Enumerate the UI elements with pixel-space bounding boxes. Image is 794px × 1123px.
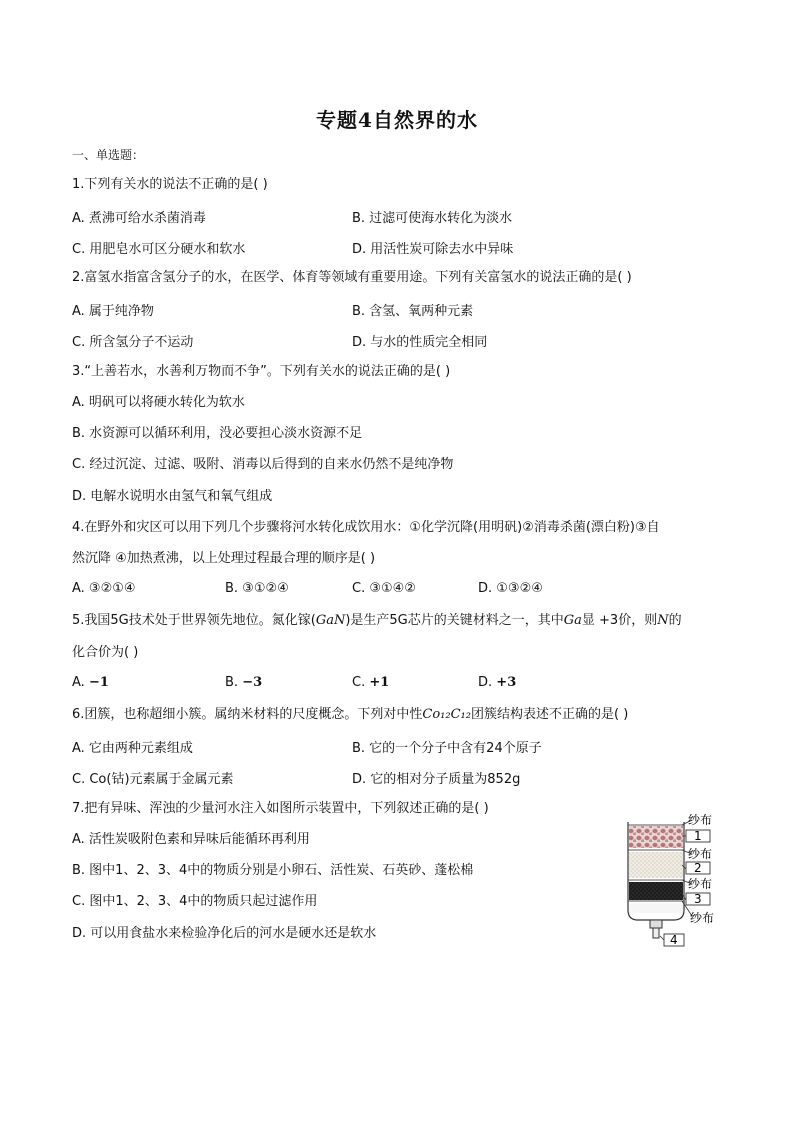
q5-option-b xyxy=(225,675,262,690)
carbon-layer xyxy=(629,882,683,900)
figure-label-2: 2 xyxy=(694,861,702,875)
q5-option-value: −1 xyxy=(88,675,109,690)
question-4-stem-line1: 4.在野外和灾区可以用下列几个步骤将河水转化成饮用水：①化学沉降(用明矾)②消毒杀菌(漂白粉)③自 xyxy=(72,520,660,535)
q6-option-b: B. 它的一个分子中含有24个原子 xyxy=(352,741,542,756)
question-2-stem: 2.富氢水指富含氢分子的水，在医学、体育等领域有重要用途。下列有关富氢水的说法正确的是( ) xyxy=(72,270,632,285)
q6-stem-part: 6.团簇，也称超细小簇。属纳米材料的尺度概念。下列对中性 xyxy=(72,707,423,722)
cotton-layer xyxy=(629,903,683,913)
q5-option-letter: A. xyxy=(72,675,85,690)
q7-option-d: D. 可以用食盐水来检验净化后的河水是硬水还是软水 xyxy=(72,926,377,941)
q2-option-c: C. 所含氢分子不运动 xyxy=(72,335,194,350)
figure-label-1: 1 xyxy=(694,829,702,843)
page-title: 专题4自然界的水 xyxy=(316,108,478,132)
q5-stem-part: )是生产5G芯片的关键材料之一，其中 xyxy=(345,613,564,628)
q6-stem-part: 团簇结构表述不正确的是( ) xyxy=(470,707,629,722)
q3-option-d: D. 电解水说明水由氢气和氧气组成 xyxy=(72,489,273,504)
q1-option-c: C. 用肥皂水可区分硬水和软水 xyxy=(72,242,246,257)
figure-label-gauze: 纱布 xyxy=(690,911,715,925)
figure-label-3: 3 xyxy=(694,892,702,906)
q3-option-c: C. 经过沉淀、过滤、吸附、消毒以后得到的自来水仍然不是纯净物 xyxy=(72,457,454,472)
q2-option-b: B. 含氢、氧两种元素 xyxy=(352,304,474,319)
q3-option-a: A. 明矾可以将硬水转化为软水 xyxy=(72,395,245,410)
q3-option-b: B. 水资源可以循环利用，没必要担心淡水资源不足 xyxy=(72,426,363,441)
question-3-stem: 3.“上善若水，水善利万物而不争”。下列有关水的说法正确的是( ) xyxy=(72,364,451,379)
q5-option-value: +1 xyxy=(369,675,390,690)
q6-option-d: D. 它的相对分子质量为852g xyxy=(352,772,521,787)
q4-option-c: C. ③①④② xyxy=(352,581,416,596)
q5-option-letter: B. xyxy=(225,675,239,690)
q6-option-c: C. Co(钴)元素属于金属元素 xyxy=(72,772,234,787)
q5-option-value: −3 xyxy=(242,675,263,690)
q7-option-c: C. 图中1、2、3、4中的物质只起过滤作用 xyxy=(72,894,318,909)
q1-option-b: B. 过滤可使海水转化为淡水 xyxy=(352,211,513,226)
q5-symbol-n: N xyxy=(657,613,669,628)
q5-option-value: +3 xyxy=(496,675,517,690)
question-4-stem-line2: 然沉降 ④加热煮沸，以上处理过程最合理的顺序是( ) xyxy=(72,551,376,566)
water-filter-figure xyxy=(620,800,730,950)
q5-stem-part: 显 +3价，则 xyxy=(581,613,658,628)
q2-option-d: D. 与水的性质完全相同 xyxy=(352,335,488,350)
figure-label-gauze: 纱布 xyxy=(688,813,713,827)
question-7-stem: 7.把有异味、浑浊的少量河水注入如图所示装置中，下列叙述正确的是( ) xyxy=(72,801,489,816)
question-1-stem: 1.下列有关水的说法不正确的是( ) xyxy=(72,177,268,192)
q5-option-letter: C. xyxy=(352,675,366,690)
q5-symbol-ga: Ga xyxy=(563,613,582,628)
figure-label-4: 4 xyxy=(670,933,678,947)
pebble-layer xyxy=(629,826,683,848)
sand-layer xyxy=(629,852,683,878)
q1-option-a: A. 煮沸可给水杀菌消毒 xyxy=(72,211,206,226)
q4-option-a: A. ③②①④ xyxy=(72,581,136,596)
question-5-stem-line2: 化合价为( ) xyxy=(72,645,139,660)
q6-option-a: A. 它由两种元素组成 xyxy=(72,741,193,756)
q5-stem-part: 5.我国5G技术处于世界领先地位。氮化镓( xyxy=(72,613,316,628)
q5-option-a xyxy=(72,675,109,690)
q4-option-b: B. ③①②④ xyxy=(225,581,289,596)
question-5-stem xyxy=(72,612,682,630)
figure-label-gauze: 纱布 xyxy=(688,847,713,861)
q7-option-a: A. 活性炭吸附色素和异味后能循环再利用 xyxy=(72,832,310,847)
q6-formula: Co₁₂C₁₂ xyxy=(422,707,471,722)
q5-stem-part: 的 xyxy=(668,613,682,628)
q5-formula-gan: GaN xyxy=(315,613,346,628)
section-heading: 一、单选题： xyxy=(72,148,145,162)
q5-option-d xyxy=(478,675,516,690)
q7-option-b: B. 图中1、2、3、4中的物质分别是小卵石、活性炭、石英砂、蓬松棉 xyxy=(72,863,474,878)
q5-option-c xyxy=(352,675,389,690)
q2-option-a: A. 属于纯净物 xyxy=(72,304,154,319)
q5-option-letter: D. xyxy=(478,675,493,690)
figure-label-gauze: 纱布 xyxy=(688,877,713,891)
question-6-stem xyxy=(72,706,628,724)
q1-option-d: D. 用活性炭可除去水中异味 xyxy=(352,242,514,257)
q4-option-d: D. ①③②④ xyxy=(478,581,543,596)
